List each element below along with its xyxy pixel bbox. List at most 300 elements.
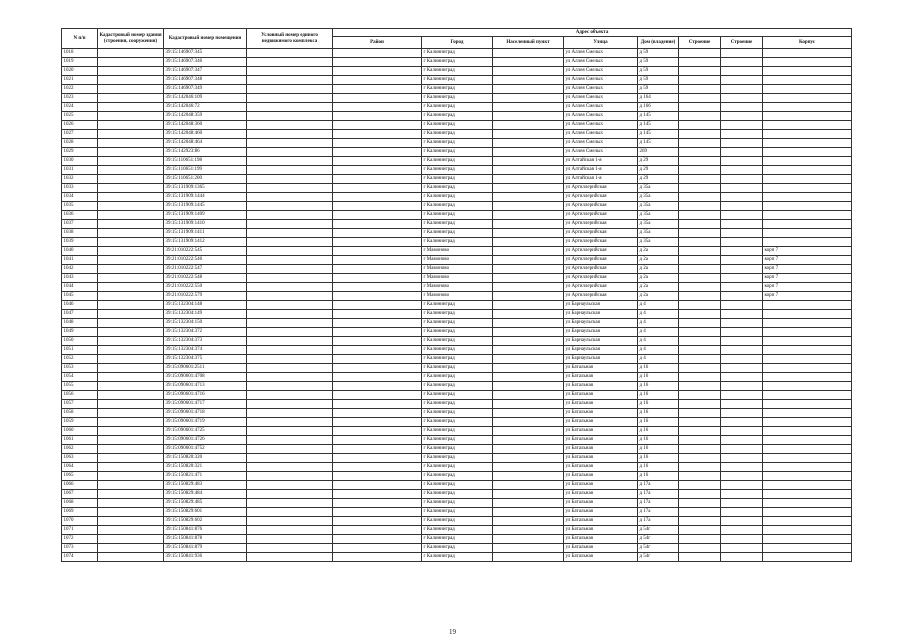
settlement-cell xyxy=(493,391,564,400)
table-row xyxy=(62,400,852,409)
district-cell xyxy=(333,418,422,427)
district-cell xyxy=(333,364,422,373)
building-cad-cell xyxy=(98,319,164,328)
row-number-cell: 1031 xyxy=(62,166,98,175)
block-cell xyxy=(763,175,852,184)
table-row xyxy=(62,544,852,553)
table-row xyxy=(62,436,852,445)
row-number-cell: 1071 xyxy=(62,526,98,535)
settlement-cell xyxy=(493,508,564,517)
structure-cell xyxy=(679,328,721,337)
block-cell xyxy=(763,319,852,328)
district-cell xyxy=(333,481,422,490)
street-cell: ул Батальная xyxy=(564,427,638,436)
complex-num-cell xyxy=(247,49,333,58)
building-cell xyxy=(721,130,763,139)
structure-cell xyxy=(679,85,721,94)
complex-num-cell xyxy=(247,175,333,184)
table-row xyxy=(62,382,852,391)
district-cell xyxy=(333,454,422,463)
premise-cad-cell: 39:15:146907:348 xyxy=(164,76,247,85)
building-cad-cell xyxy=(98,94,164,103)
table-row xyxy=(62,175,852,184)
table-row xyxy=(62,229,852,238)
city-cell: г Калининград xyxy=(422,544,493,553)
street-cell: ул Артиллерийская xyxy=(564,184,638,193)
building-cad-cell xyxy=(98,391,164,400)
building-cell xyxy=(721,202,763,211)
city-cell: г Калининград xyxy=(422,373,493,382)
settlement-cell xyxy=(493,202,564,211)
building-cad-cell xyxy=(98,139,164,148)
building-cell xyxy=(721,490,763,499)
premise-cad-cell: 39:15:090601:4713 xyxy=(164,382,247,391)
building-cad-cell xyxy=(98,103,164,112)
settlement-cell xyxy=(493,256,564,265)
complex-num-cell xyxy=(247,58,333,67)
row-number-cell: 1028 xyxy=(62,139,98,148)
street-cell: ул Батальная xyxy=(564,454,638,463)
premise-cad-cell: 39:15:090601:4719 xyxy=(164,418,247,427)
premise-cad-cell: 39:15:090601:2511 xyxy=(164,364,247,373)
building-cell xyxy=(721,85,763,94)
district-cell xyxy=(333,229,422,238)
complex-num-cell xyxy=(247,490,333,499)
building-cell xyxy=(721,256,763,265)
table-row xyxy=(62,346,852,355)
building-cell xyxy=(721,265,763,274)
street-cell: ул Батальная xyxy=(564,526,638,535)
building-cell xyxy=(721,382,763,391)
structure-cell xyxy=(679,382,721,391)
complex-num-cell xyxy=(247,346,333,355)
premise-cad-cell: 39:15:090601:4725 xyxy=(164,427,247,436)
settlement-cell xyxy=(493,526,564,535)
complex-num-cell xyxy=(247,463,333,472)
structure-cell xyxy=(679,544,721,553)
table-row xyxy=(62,121,852,130)
building-cell xyxy=(721,328,763,337)
premise-cad-cell: 39:15:142046:109 xyxy=(164,94,247,103)
complex-num-cell xyxy=(247,328,333,337)
building-cad-cell xyxy=(98,409,164,418)
complex-num-cell xyxy=(247,157,333,166)
city-cell: г Калининград xyxy=(422,121,493,130)
table-row xyxy=(62,499,852,508)
settlement-cell xyxy=(493,445,564,454)
premise-cad-cell: 39:15:142048:359 xyxy=(164,112,247,121)
building-cell xyxy=(721,346,763,355)
complex-num-cell xyxy=(247,256,333,265)
building-cell xyxy=(721,535,763,544)
complex-num-cell xyxy=(247,130,333,139)
city-cell: г Калининград xyxy=(422,400,493,409)
complex-num-cell xyxy=(247,436,333,445)
building-cad-cell xyxy=(98,247,164,256)
table-row xyxy=(62,373,852,382)
district-cell xyxy=(333,166,422,175)
row-number-cell: 1025 xyxy=(62,112,98,121)
street-cell: ул Барнаульская xyxy=(564,355,638,364)
house-cell: д 16 xyxy=(638,445,679,454)
city-cell: г Калининград xyxy=(422,193,493,202)
street-cell: ул Батальная xyxy=(564,373,638,382)
settlement-cell xyxy=(493,265,564,274)
row-number-cell: 1049 xyxy=(62,328,98,337)
street-cell: ул Аллея Смелых xyxy=(564,112,638,121)
building-cad-cell xyxy=(98,544,164,553)
premise-cad-cell: 39:15:150829:602 xyxy=(164,517,247,526)
street-cell: ул Батальная xyxy=(564,499,638,508)
building-cell xyxy=(721,337,763,346)
settlement-cell xyxy=(493,166,564,175)
block-cell: корп 7 xyxy=(763,283,852,292)
premise-cad-cell: 39:15:132304:148 xyxy=(164,301,247,310)
building-cad-cell xyxy=(98,283,164,292)
building-cell xyxy=(721,526,763,535)
premise-cad-cell: 39:21:010222:550 xyxy=(164,283,247,292)
block-cell xyxy=(763,364,852,373)
building-cell xyxy=(721,301,763,310)
row-number-cell: 1029 xyxy=(62,148,98,157)
district-cell xyxy=(333,238,422,247)
street-cell: ул Аллея Смелых xyxy=(564,67,638,76)
building-cell xyxy=(721,58,763,67)
building-cad-cell xyxy=(98,328,164,337)
complex-num-cell xyxy=(247,301,333,310)
complex-num-cell xyxy=(247,310,333,319)
premise-cad-cell: 39:15:110651:199 xyxy=(164,166,247,175)
building-cad-cell xyxy=(98,553,164,562)
settlement-cell xyxy=(493,418,564,427)
block-cell xyxy=(763,238,852,247)
settlement-cell xyxy=(493,58,564,67)
house-cell: д 4 xyxy=(638,337,679,346)
street-cell: ул Аллея Смелых xyxy=(564,121,638,130)
table-row xyxy=(62,247,852,256)
building-cad-cell xyxy=(98,292,164,301)
table-row xyxy=(62,553,852,562)
street-cell: ул Батальная xyxy=(564,535,638,544)
building-cad-cell xyxy=(98,427,164,436)
district-cell xyxy=(333,553,422,562)
structure-cell xyxy=(679,193,721,202)
district-cell xyxy=(333,337,422,346)
block-cell xyxy=(763,427,852,436)
district-cell xyxy=(333,256,422,265)
district-cell xyxy=(333,184,422,193)
house-cell: д 145 xyxy=(638,112,679,121)
building-cad-cell xyxy=(98,310,164,319)
table-row xyxy=(62,472,852,481)
row-number-cell: 1037 xyxy=(62,220,98,229)
header-address-group: Адрес объекта xyxy=(333,29,852,37)
building-cad-cell xyxy=(98,229,164,238)
premise-cad-cell: 39:15:142048:360 xyxy=(164,121,247,130)
building-cell xyxy=(721,373,763,382)
block-cell xyxy=(763,436,852,445)
header-premise-cad: Кадастровый номер помещения xyxy=(164,29,247,49)
building-cell xyxy=(721,463,763,472)
street-cell: ул Артиллерийская xyxy=(564,211,638,220)
building-cad-cell xyxy=(98,121,164,130)
house-cell: д 59 xyxy=(638,58,679,67)
block-cell xyxy=(763,499,852,508)
block-cell xyxy=(763,220,852,229)
page-number: 19 xyxy=(449,628,456,636)
district-cell xyxy=(333,427,422,436)
premise-cad-cell: 39:15:142048:464 xyxy=(164,139,247,148)
district-cell xyxy=(333,247,422,256)
house-cell: д 2а xyxy=(638,247,679,256)
city-cell: г Мамоново xyxy=(422,292,493,301)
table-row xyxy=(62,139,852,148)
table-row xyxy=(62,292,852,301)
district-cell xyxy=(333,445,422,454)
city-cell: г Калининград xyxy=(422,454,493,463)
house-cell: д 2а xyxy=(638,292,679,301)
row-number-cell: 1032 xyxy=(62,175,98,184)
block-cell xyxy=(763,49,852,58)
settlement-cell xyxy=(493,364,564,373)
premise-cad-cell: 39:15:150829:483 xyxy=(164,481,247,490)
building-cell xyxy=(721,544,763,553)
building-cell xyxy=(721,184,763,193)
table-row xyxy=(62,319,852,328)
complex-num-cell xyxy=(247,103,333,112)
complex-num-cell xyxy=(247,526,333,535)
table-row xyxy=(62,202,852,211)
building-cell xyxy=(721,310,763,319)
complex-num-cell xyxy=(247,337,333,346)
building-cell xyxy=(721,148,763,157)
row-number-cell: 1061 xyxy=(62,436,98,445)
complex-num-cell xyxy=(247,400,333,409)
row-number-cell: 1059 xyxy=(62,418,98,427)
district-cell xyxy=(333,76,422,85)
header-building: Строение xyxy=(721,37,763,49)
complex-num-cell xyxy=(247,166,333,175)
city-cell: г Калининград xyxy=(422,382,493,391)
table-row xyxy=(62,103,852,112)
settlement-cell xyxy=(493,346,564,355)
complex-num-cell xyxy=(247,85,333,94)
table-row xyxy=(62,76,852,85)
header-num: N п/п xyxy=(62,29,98,49)
row-number-cell: 1063 xyxy=(62,454,98,463)
building-cad-cell xyxy=(98,166,164,175)
city-cell: г Мамоново xyxy=(422,265,493,274)
row-number-cell: 1057 xyxy=(62,400,98,409)
city-cell: г Калининград xyxy=(422,229,493,238)
district-cell xyxy=(333,157,422,166)
structure-cell xyxy=(679,355,721,364)
district-cell xyxy=(333,49,422,58)
building-cad-cell xyxy=(98,454,164,463)
building-cell xyxy=(721,436,763,445)
house-cell: 269 xyxy=(638,148,679,157)
premise-cad-cell: 39:15:131909:1409 xyxy=(164,211,247,220)
structure-cell xyxy=(679,265,721,274)
district-cell xyxy=(333,58,422,67)
house-cell: д 35а xyxy=(638,202,679,211)
complex-num-cell xyxy=(247,121,333,130)
complex-num-cell xyxy=(247,184,333,193)
row-number-cell: 1060 xyxy=(62,427,98,436)
structure-cell xyxy=(679,445,721,454)
street-cell: ул Батальная xyxy=(564,544,638,553)
settlement-cell xyxy=(493,283,564,292)
city-cell: г Мамоново xyxy=(422,274,493,283)
settlement-cell xyxy=(493,409,564,418)
building-cell xyxy=(721,364,763,373)
building-cell xyxy=(721,49,763,58)
building-cell xyxy=(721,553,763,562)
building-cad-cell xyxy=(98,49,164,58)
structure-cell xyxy=(679,436,721,445)
premise-cad-cell: 39:15:150841:936 xyxy=(164,553,247,562)
city-cell: г Калининград xyxy=(422,508,493,517)
table-row xyxy=(62,409,852,418)
complex-num-cell xyxy=(247,247,333,256)
structure-cell xyxy=(679,166,721,175)
settlement-cell xyxy=(493,373,564,382)
building-cad-cell xyxy=(98,346,164,355)
city-cell: г Калининград xyxy=(422,535,493,544)
building-cad-cell xyxy=(98,436,164,445)
premise-cad-cell: 39:15:150820:320 xyxy=(164,454,247,463)
house-cell: д 4 xyxy=(638,355,679,364)
block-cell xyxy=(763,337,852,346)
block-cell xyxy=(763,409,852,418)
settlement-cell xyxy=(493,544,564,553)
district-cell xyxy=(333,436,422,445)
block-cell xyxy=(763,130,852,139)
street-cell: ул Барнаульская xyxy=(564,337,638,346)
city-cell: г Калининград xyxy=(422,499,493,508)
structure-cell xyxy=(679,67,721,76)
complex-num-cell xyxy=(247,193,333,202)
table-row xyxy=(62,94,852,103)
building-cell xyxy=(721,400,763,409)
street-cell: ул Батальная xyxy=(564,445,638,454)
city-cell: г Калининград xyxy=(422,472,493,481)
street-cell: ул Аллея Смелых xyxy=(564,139,638,148)
block-cell xyxy=(763,121,852,130)
table-row xyxy=(62,508,852,517)
row-number-cell: 1034 xyxy=(62,193,98,202)
building-cell xyxy=(721,229,763,238)
district-cell xyxy=(333,112,422,121)
district-cell xyxy=(333,130,422,139)
city-cell: г Калининград xyxy=(422,310,493,319)
table-row xyxy=(62,463,852,472)
settlement-cell xyxy=(493,220,564,229)
city-cell: г Калининград xyxy=(422,58,493,67)
block-cell xyxy=(763,58,852,67)
premise-cad-cell: 39:15:132304:375 xyxy=(164,355,247,364)
district-cell xyxy=(333,355,422,364)
premise-cad-cell: 39:15:132304:374 xyxy=(164,346,247,355)
house-cell: д 54г xyxy=(638,535,679,544)
district-cell xyxy=(333,121,422,130)
settlement-cell xyxy=(493,553,564,562)
district-cell xyxy=(333,193,422,202)
premise-cad-cell: 39:15:150841:878 xyxy=(164,535,247,544)
header-building-cad: Кадастровый номер здания (строения, сооружения) xyxy=(98,29,164,49)
street-cell: ул Аллея Смелых xyxy=(564,76,638,85)
house-cell: д 17а xyxy=(638,517,679,526)
settlement-cell xyxy=(493,76,564,85)
district-cell xyxy=(333,319,422,328)
row-number-cell: 1062 xyxy=(62,445,98,454)
house-cell: д 35а xyxy=(638,220,679,229)
row-number-cell: 1033 xyxy=(62,184,98,193)
block-cell xyxy=(763,517,852,526)
house-cell: д 16 xyxy=(638,463,679,472)
house-cell: д 4 xyxy=(638,301,679,310)
table-row xyxy=(62,58,852,67)
structure-cell xyxy=(679,301,721,310)
premise-cad-cell: 39:15:090601:4718 xyxy=(164,409,247,418)
block-cell xyxy=(763,103,852,112)
settlement-cell xyxy=(493,94,564,103)
city-cell: г Калининград xyxy=(422,553,493,562)
district-cell xyxy=(333,274,422,283)
row-number-cell: 1067 xyxy=(62,490,98,499)
complex-num-cell xyxy=(247,373,333,382)
district-cell xyxy=(333,310,422,319)
district-cell xyxy=(333,202,422,211)
street-cell: ул Аллея Смелых xyxy=(564,58,638,67)
building-cad-cell xyxy=(98,481,164,490)
building-cell xyxy=(721,175,763,184)
settlement-cell xyxy=(493,472,564,481)
building-cell xyxy=(721,139,763,148)
table-row xyxy=(62,301,852,310)
structure-cell xyxy=(679,247,721,256)
block-cell xyxy=(763,418,852,427)
row-number-cell: 1039 xyxy=(62,238,98,247)
building-cad-cell xyxy=(98,256,164,265)
structure-cell xyxy=(679,526,721,535)
header-street: Улица xyxy=(564,37,638,49)
structure-cell xyxy=(679,112,721,121)
row-number-cell: 1065 xyxy=(62,472,98,481)
settlement-cell xyxy=(493,229,564,238)
header-house: Дом (владение) xyxy=(638,37,679,49)
table-row xyxy=(62,112,852,121)
house-cell: д 17а xyxy=(638,490,679,499)
house-cell: д 4 xyxy=(638,346,679,355)
premise-cad-cell: 39:15:142046:72 xyxy=(164,103,247,112)
table-row xyxy=(62,265,852,274)
table-row xyxy=(62,427,852,436)
settlement-cell xyxy=(493,103,564,112)
premise-cad-cell: 39:15:146907:349 xyxy=(164,85,247,94)
house-cell: д 2а xyxy=(638,283,679,292)
city-cell: г Калининград xyxy=(422,166,493,175)
complex-num-cell xyxy=(247,544,333,553)
complex-num-cell xyxy=(247,112,333,121)
street-cell: ул Артиллерийская xyxy=(564,247,638,256)
row-number-cell: 1051 xyxy=(62,346,98,355)
structure-cell xyxy=(679,256,721,265)
block-cell xyxy=(763,112,852,121)
building-cad-cell xyxy=(98,355,164,364)
premise-cad-cell: 39:15:150829:601 xyxy=(164,508,247,517)
street-cell: ул Аллея Смелых xyxy=(564,85,638,94)
